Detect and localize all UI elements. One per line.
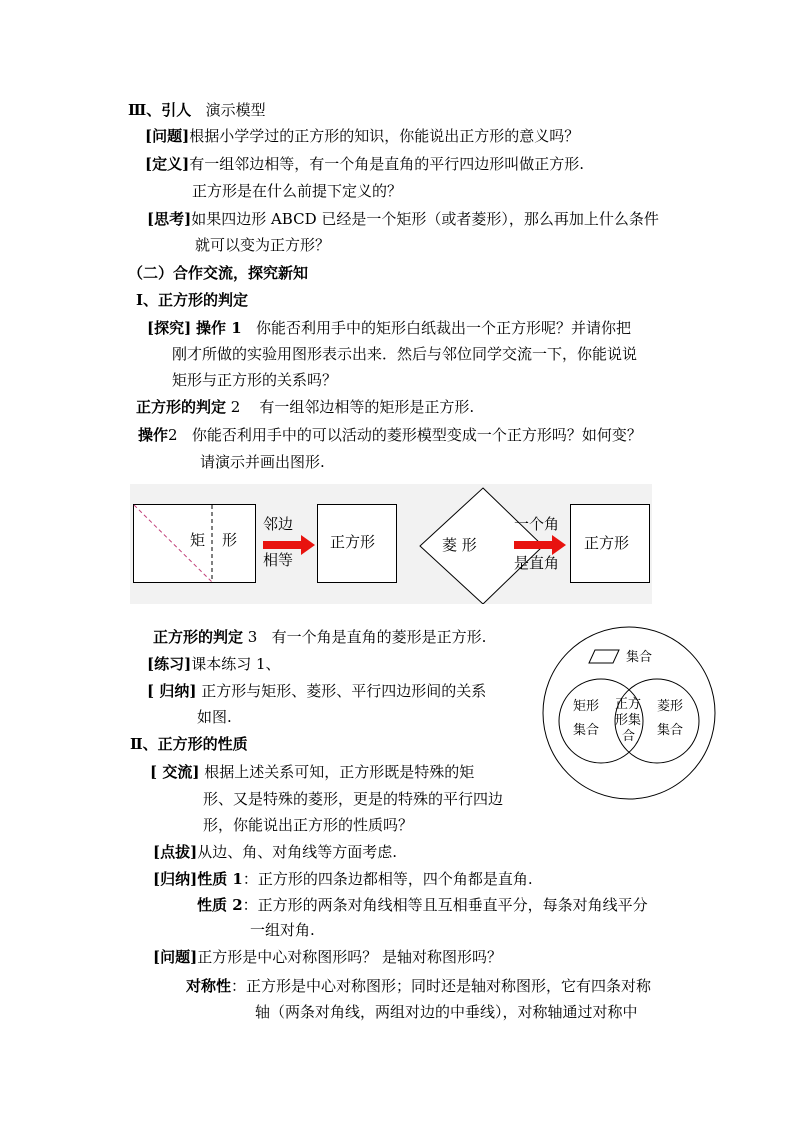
parallelogram-icon: [589, 650, 619, 663]
explore-line-2: 刚才所做的实验用图形表示出来．然后与邻位同学交流一下，你能说说: [172, 345, 638, 363]
think-line-2: 就可以变为正方形？: [195, 236, 331, 254]
arrow2-top-label: 一个角: [514, 515, 560, 533]
section-heading-intro: Ⅲ、引人 演示模型: [128, 101, 266, 119]
operation-2-line: 操作2 你能否利用手中的可以活动的菱形模型变成一个正方形吗？如何变？: [138, 426, 642, 444]
property-2-line-1: 性质 2：正方形的两条对角线相等且互相垂直平分，每条对角线平分: [197, 896, 648, 914]
definition-question: 正方形是在什么前提下定义的？: [192, 182, 403, 200]
square-set-label-2: 形集: [615, 713, 642, 728]
rhombus-set-label-1: 菱形: [657, 699, 684, 714]
square-label-1: 正方形: [330, 533, 376, 551]
part-heading: （二）合作交流，探究新知: [128, 264, 309, 282]
square-set-label-1: 正方: [615, 697, 642, 712]
judge-2-line: 正方形的判定 2 有一组邻边相等的矩形是正方形.: [136, 398, 475, 416]
property-2-line-2: 一组对角.: [250, 921, 315, 939]
summary-line-1: [ 归纳] 正方形与矩形、菱形、平行四边形间的关系: [147, 682, 487, 700]
symmetry-line-2: 轴（两条对角线，两组对边的中垂线），对称轴通过对称中: [255, 1003, 638, 1021]
outer-set-label: 集合: [626, 650, 653, 665]
rectangle-label-1: 矩: [190, 531, 206, 549]
square-set-label-3: 合: [622, 729, 636, 744]
subsection-judge: Ⅰ、正方形的判定: [136, 291, 249, 309]
arrow1-top-label: 邻边: [263, 515, 294, 533]
arrow2-bottom-label: 是直角: [514, 554, 560, 572]
rhombus-set-label-2: 集合: [657, 723, 684, 738]
operation-2-line-2: 请演示并画出图形.: [200, 453, 325, 471]
explore-line-3: 矩形与正方形的关系吗？: [172, 371, 338, 389]
section-heading-properties: Ⅱ、正方形的性质: [130, 735, 248, 753]
venn-diagram: [539, 622, 719, 804]
symmetry-line-1: 对称性：正方形是中心对称图形；同时还是轴对称图形，它有四条对称: [186, 977, 652, 995]
communicate-line-2: 形、又是特殊的菱形，更是的特殊的平行四边: [203, 790, 504, 808]
square-label-2: 正方形: [584, 534, 630, 552]
transformation-figure: [130, 484, 652, 604]
definition-line: [定义]有一组邻边相等，有一个角是直角的平行四边形叫做正方形.: [145, 155, 584, 173]
judge-3-line: 正方形的判定 3 有一个角是直角的菱形是正方形.: [153, 628, 487, 646]
rectangle-set-label-2: 集合: [573, 723, 600, 738]
summary-line-2: 如图.: [197, 708, 232, 726]
think-line-1: [思考]如果四边形 ABCD 已经是一个矩形（或者菱形），那么再加上什么条件: [147, 210, 659, 228]
explore-line-1: [探究] 操作 1 你能否利用手中的矩形白纸裁出一个正方形呢？并请你把: [147, 319, 631, 337]
communicate-line-1: [ 交流] 根据上述关系可知，正方形既是特殊的矩: [150, 763, 475, 781]
communicate-line-3: 形，你能说出正方形的性质吗？: [203, 816, 414, 834]
rectangle-label-2: 形: [222, 531, 238, 549]
property-1-line: [归纳]性质 1：正方形的四条边都相等，四个角都是直角.: [153, 870, 533, 888]
arrow1-bottom-label: 相等: [263, 551, 294, 569]
hint-line: [点拔]从边、角、对角线等方面考虑.: [153, 843, 397, 861]
rhombus-label: 菱 形: [442, 536, 477, 554]
rectangle-set-label-1: 矩形: [573, 699, 600, 714]
exercise-line: [练习]课本练习 1、: [147, 655, 281, 673]
symmetry-question-line: [问题]正方形是中心对称图形吗？ 是轴对称图形吗？: [153, 948, 502, 966]
question-line: [问题]根据小学学过的正方形的知识，你能说出正方形的意义吗？: [145, 127, 580, 145]
